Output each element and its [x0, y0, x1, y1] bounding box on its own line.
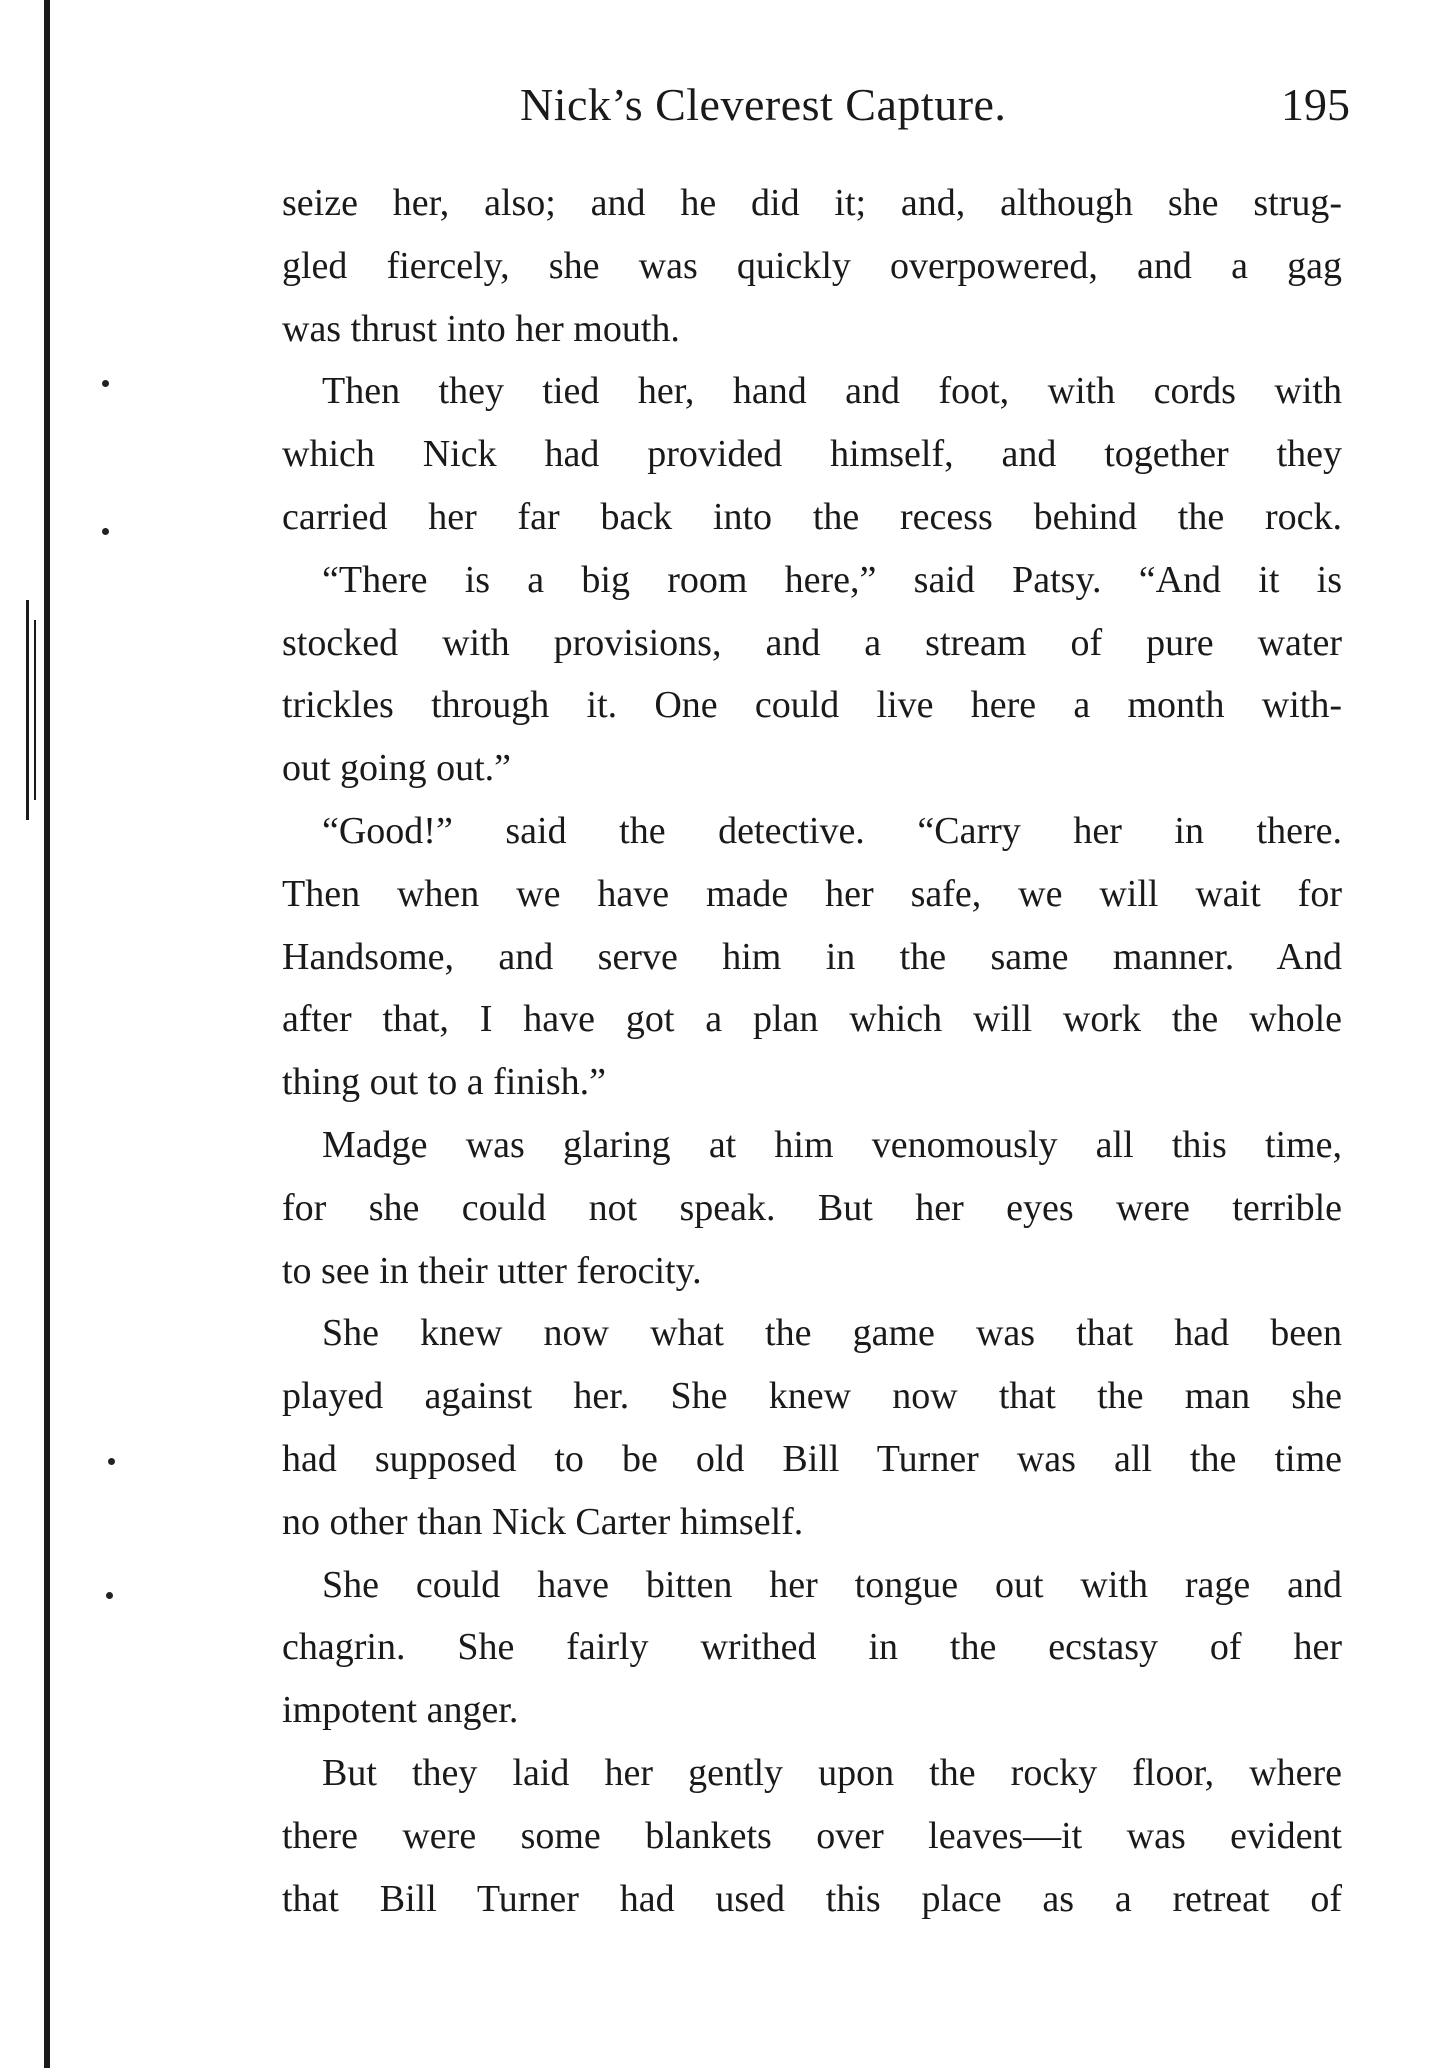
text-line: Handsome, and serve him in the same manner. And [282, 935, 1342, 978]
text-line: to see in their utter ferocity. [282, 1249, 702, 1292]
text-line: Then when we have made her safe, we will wait for [282, 872, 1342, 915]
body-text [282, 172, 1342, 1930]
text-line: for she could not speak. But her eyes were terrible [282, 1186, 1342, 1229]
text-line: was thrust into her mouth. [282, 307, 680, 350]
text-line: no other than Nick Carter himself. [282, 1500, 804, 1543]
running-title: Nick’s Cleverest Capture. [520, 79, 1007, 130]
print-speck [102, 380, 109, 387]
text-line: impotent anger. [282, 1689, 519, 1732]
print-speck [106, 1592, 113, 1599]
text-line: Then they tied her, hand and foot, with cords with [322, 370, 1342, 413]
print-speck [102, 528, 109, 535]
text-line: after that, I have got a plan which will work the whole [282, 998, 1342, 1041]
text-line: had supposed to be old Bill Turner was all the time [282, 1437, 1342, 1480]
text-line: Madge was glaring at him venomously all this time, [322, 1123, 1342, 1166]
binding-edge-mark [34, 620, 36, 800]
text-line: “Good!” said the detective. “Carry her in there. [322, 809, 1342, 852]
text-line: She could have bitten her tongue out with rage and [322, 1563, 1342, 1606]
text-line: thing out to a finish.” [282, 1061, 607, 1104]
text-line: there were some blankets over leaves—it was evident [282, 1814, 1342, 1857]
text-line: trickles through it. One could live here a month with- [282, 684, 1342, 727]
text-line: “There is a big room here,” said Patsy. “And it is [322, 558, 1342, 601]
text-line: stocked with provisions, and a stream of pure water [282, 621, 1342, 664]
text-line: played against her. She knew now that the man she [282, 1375, 1342, 1418]
print-speck [108, 1458, 115, 1465]
page-header [520, 78, 1350, 148]
text-line: She knew now what the game was that had been [322, 1312, 1342, 1355]
binding-edge-mark [26, 600, 29, 820]
binding-edge-line [44, 0, 50, 2068]
text-line: But they laid her gently upon the rocky floor, where [322, 1751, 1342, 1794]
text-line: that Bill Turner had used this place as a retreat of [282, 1877, 1342, 1920]
text-line: out going out.” [282, 747, 512, 790]
text-line: seize her, also; and he did it; and, although she strug- [282, 182, 1342, 224]
text-line: chagrin. She fairly writhed in the ecstasy of her [282, 1626, 1342, 1669]
text-line: gled fiercely, she was quickly overpowered, and a gag [282, 244, 1342, 287]
text-line: carried her far back into the recess behind the rock. [282, 495, 1342, 538]
page-number: 195 [1281, 79, 1350, 130]
text-line: which Nick had provided himself, and together they [282, 433, 1342, 476]
